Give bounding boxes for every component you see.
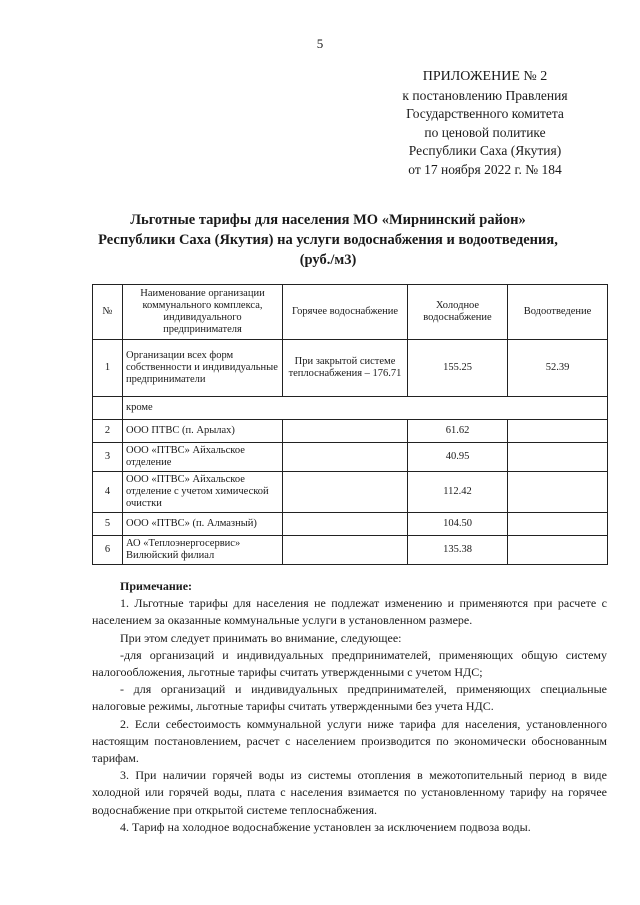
cell-drainage [508, 513, 608, 536]
cell-except-label: кроме [123, 397, 608, 420]
table-row [93, 420, 608, 443]
cell-hot-water [283, 513, 408, 536]
table-header-row [93, 285, 608, 340]
table-row [93, 536, 608, 565]
cell-drainage [508, 472, 608, 513]
document-title [88, 210, 568, 270]
header-drainage: Водоотведение [508, 285, 608, 340]
cell-organization: АО «Теплоэнергосервис» Вилюйский филиал [123, 536, 283, 565]
table-row [93, 443, 608, 472]
cell-number: 6 [93, 536, 123, 565]
cell-drainage: 52.39 [508, 340, 608, 397]
header-number: № [93, 285, 123, 340]
cell-number: 4 [93, 472, 123, 513]
cell-hot-water [283, 420, 408, 443]
cell-organization: ООО ПТВС (п. Арылах) [123, 420, 283, 443]
tariff-table [92, 284, 608, 565]
cell-hot-water [283, 536, 408, 565]
note-paragraph: - для организаций и индивидуальных предпринимателей, применяющих специальные налоговые режимы, льготные тарифы считать утвержденными без учета НДС. [92, 682, 607, 714]
note-paragraph: 4. Тариф на холодное водоснабжение установлен за исключением подвоза воды. [120, 819, 531, 834]
cell-organization: Организации всех форм собственности и индивидуальные предприниматели [123, 340, 283, 397]
appendix-line: от 17 ноября 2022 г. № 184 [408, 161, 562, 177]
cell-number [93, 397, 123, 420]
cell-number: 5 [93, 513, 123, 536]
cell-cold-water: 104.50 [408, 513, 508, 536]
notes-section [92, 578, 607, 836]
cell-hot-water [283, 443, 408, 472]
title-line: Льготные тарифы для населения МО «Мирнинский район» [130, 212, 526, 228]
note-paragraph: 3. При наличии горячей воды из системы отопления в межотопительный период в виде холодной или горячей воды, плата с населения взимается по установленному тарифу на горячее водоснабжение при открытой системе теплоснабжения. [92, 768, 607, 817]
table-row [93, 397, 608, 420]
appendix-line: Республики Саха (Якутия) [408, 143, 562, 159]
appendix-line: к постановлению Правления [402, 87, 568, 103]
table-row [93, 472, 608, 513]
cell-cold-water: 112.42 [408, 472, 508, 513]
cell-hot-water: При закрытой системе теплоснабжения – 176.71 [283, 340, 408, 397]
header-hot-water: Горячее водоснабжение [283, 285, 408, 340]
appendix-line: Государственного комитета [406, 106, 564, 122]
cell-drainage [508, 443, 608, 472]
appendix-line: по ценовой политике [424, 124, 546, 140]
cell-drainage [508, 420, 608, 443]
note-paragraph: -для организаций и индивидуальных предпринимателей, применяющих общую систему налогообложения, льготные тарифы считать утвержденными с учетом НДС; [92, 647, 607, 680]
header-organization: Наименование организации коммунального комплекса, индивидуального предпринимателя [123, 285, 283, 340]
cell-organization: ООО «ПТВС» Айхальское отделение с учетом химической очистки [123, 472, 283, 513]
page-number: 5 [316, 36, 324, 51]
appendix-header [380, 68, 590, 180]
cell-cold-water: 40.95 [408, 443, 508, 472]
note-paragraph: 1. Льготные тарифы для населения не подлежат изменению и применяются при расчете с населением за оказанные коммунальные услуги в установленном размере. [92, 596, 607, 628]
cell-cold-water: 61.62 [408, 420, 508, 443]
cell-organization: ООО «ПТВС» Айхальское отделение [123, 443, 283, 472]
table-row [93, 513, 608, 536]
header-cold-water: Холодное водоснабжение [408, 285, 508, 340]
cell-hot-water [283, 472, 408, 513]
table-row [93, 340, 608, 397]
note-paragraph: При этом следует принимать во внимание, следующее: [120, 630, 402, 645]
notes-heading: Примечание: [120, 579, 193, 593]
note-paragraph: 2. Если себестоимость коммунальной услуги ниже тарифа для населения, установленного настоящим постановлением, расчет с населением производится по экономически обоснованным тарифам. [92, 716, 607, 766]
appendix-line: ПРИЛОЖЕНИЕ № 2 [422, 69, 548, 84]
cell-cold-water: 155.25 [408, 340, 508, 397]
cell-number: 1 [93, 340, 123, 397]
cell-drainage [508, 536, 608, 565]
cell-organization: ООО «ПТВС» (п. Алмазный) [123, 513, 283, 536]
title-line: (руб./м3) [299, 252, 357, 268]
cell-number: 3 [93, 443, 123, 472]
title-line: Республики Саха (Якутия) на услуги водоснабжения и водоотведения, [98, 232, 558, 248]
cell-number: 2 [93, 420, 123, 443]
cell-cold-water: 135.38 [408, 536, 508, 565]
